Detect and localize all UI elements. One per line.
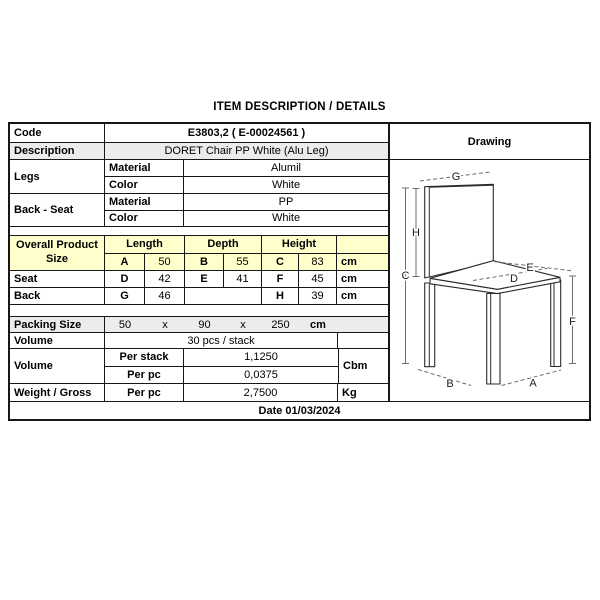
stack-volume-value: 30 pcs / stack [105,333,338,348]
volume-unit: Cbm [338,349,388,383]
dim-label-G: G [451,171,461,183]
volume-label: Volume [10,349,105,383]
per-pc-label: Per pc [105,367,184,384]
chair-drawing-svg [390,160,589,401]
weight-per-pc-label: Per pc [105,384,184,401]
dim-key-G: G [105,288,145,304]
date-row [10,401,589,419]
depth-header: Depth [185,236,262,253]
seat-dims-row [10,271,388,288]
legs-color-label: Color [105,177,184,193]
back-seat-color-label: Color [105,211,184,227]
overall-dims-row [105,254,388,271]
height-header: Height [262,236,337,253]
dim-label-B: B [446,378,454,390]
dim-val-E: 41 [224,271,262,287]
dim-val-D: 42 [145,271,185,287]
stack-volume-row [10,333,388,349]
weight-row [10,384,388,401]
size-header-row [105,236,388,254]
dim-label-F: F [569,316,576,328]
drawing-section [390,124,589,401]
weight-label: Weight / Gross [10,384,105,401]
dim-val-B: 55 [224,254,262,271]
dim-key-F: F [262,271,299,287]
legs-material-value: Alumil [271,162,301,174]
description-row [10,143,388,160]
legs-color-value: White [271,179,301,191]
description-label: Description [10,143,105,159]
chair-drawing [390,160,589,401]
legs-label: Legs [10,160,105,193]
back-seat-color-row [105,211,388,227]
packing-sep2: x [240,318,246,331]
stack-volume-empty [338,333,388,348]
packing-size-row [10,317,388,333]
dim-key-C: C [262,254,299,271]
page-title: ITEM DESCRIPTION / DETAILS [213,101,386,113]
dim-label-C: C [401,270,410,282]
packing-empty [337,317,388,332]
dim-key-D: D [105,271,145,287]
per-stack-value: 1,1250 [244,351,278,364]
dim-val-G: 46 [145,288,185,304]
seat-unit: cm [341,273,357,285]
description-value: DORET Chair PP White (Alu Leg) [164,145,329,157]
packing-sep1: x [162,318,168,331]
back-seat-label: Back - Seat [10,194,105,226]
dim-val-A: 50 [145,254,185,271]
dim-key-A: A [105,254,145,271]
dim-label-A: A [529,377,537,390]
chair-leg-right [551,280,561,367]
packing-dim3: 250 [271,318,290,331]
code-value: E3803,2 ( E-00024561 ) [187,127,306,139]
back-seat-material-label: Material [105,194,184,210]
spacer-row [10,227,388,236]
overall-size-group [10,236,388,271]
dim-key-B: B [185,254,224,271]
chair-leg-front [487,294,500,385]
stack-volume-label: Volume [10,333,105,348]
back-unit: cm [341,290,357,302]
size-header-empty [337,236,388,253]
dim-val-F: 45 [299,271,337,287]
weight-per-pc-value: 2,7500 [184,384,338,401]
back-empty-cell [185,288,262,304]
per-pc-value: 0,0375 [244,368,278,381]
back-seat-material-value: PP [278,195,294,208]
packing-label: Packing Size [10,317,105,332]
dim-val-C: 83 [299,254,337,271]
spacer-row-2 [10,305,388,317]
seat-label: Seat [10,271,105,287]
dim-label-H: H [412,227,420,239]
back-seat-group [10,194,388,227]
overall-unit: cm [341,255,357,268]
packing-dim2: 90 [198,318,211,331]
weight-unit: Kg [342,386,357,399]
dim-key-E: E [185,271,224,287]
overall-size-label: Overall Product Size [10,236,105,270]
dim-label-E: E [526,262,534,274]
drawing-header: Drawing [390,124,589,160]
legs-material-label: Material [105,160,184,176]
chair-shape [425,184,561,384]
back-seat-color-value: White [271,212,301,225]
back-seat-material-row [105,194,388,211]
back-dims-row [10,288,388,305]
per-pc-row [105,367,338,384]
per-stack-row [105,349,338,367]
spec-table-left [10,124,390,401]
legs-color-row [105,177,388,193]
volume-group [10,349,388,384]
spec-table [8,122,591,421]
back-label: Back [10,288,105,304]
legs-material-row [105,160,388,177]
packing-unit: cm [310,318,326,331]
legs-group [10,160,388,194]
per-stack-label: Per stack [105,349,184,366]
date-value: Date 01/03/2024 [258,404,341,417]
dim-val-H: 39 [299,288,337,304]
code-label: Code [10,124,105,142]
dim-label-D: D [510,273,518,285]
code-row [10,124,388,143]
length-header: Length [105,236,185,253]
packing-dim1: 50 [118,318,132,331]
dim-key-H: H [262,288,299,304]
dim-line-B [418,370,471,386]
